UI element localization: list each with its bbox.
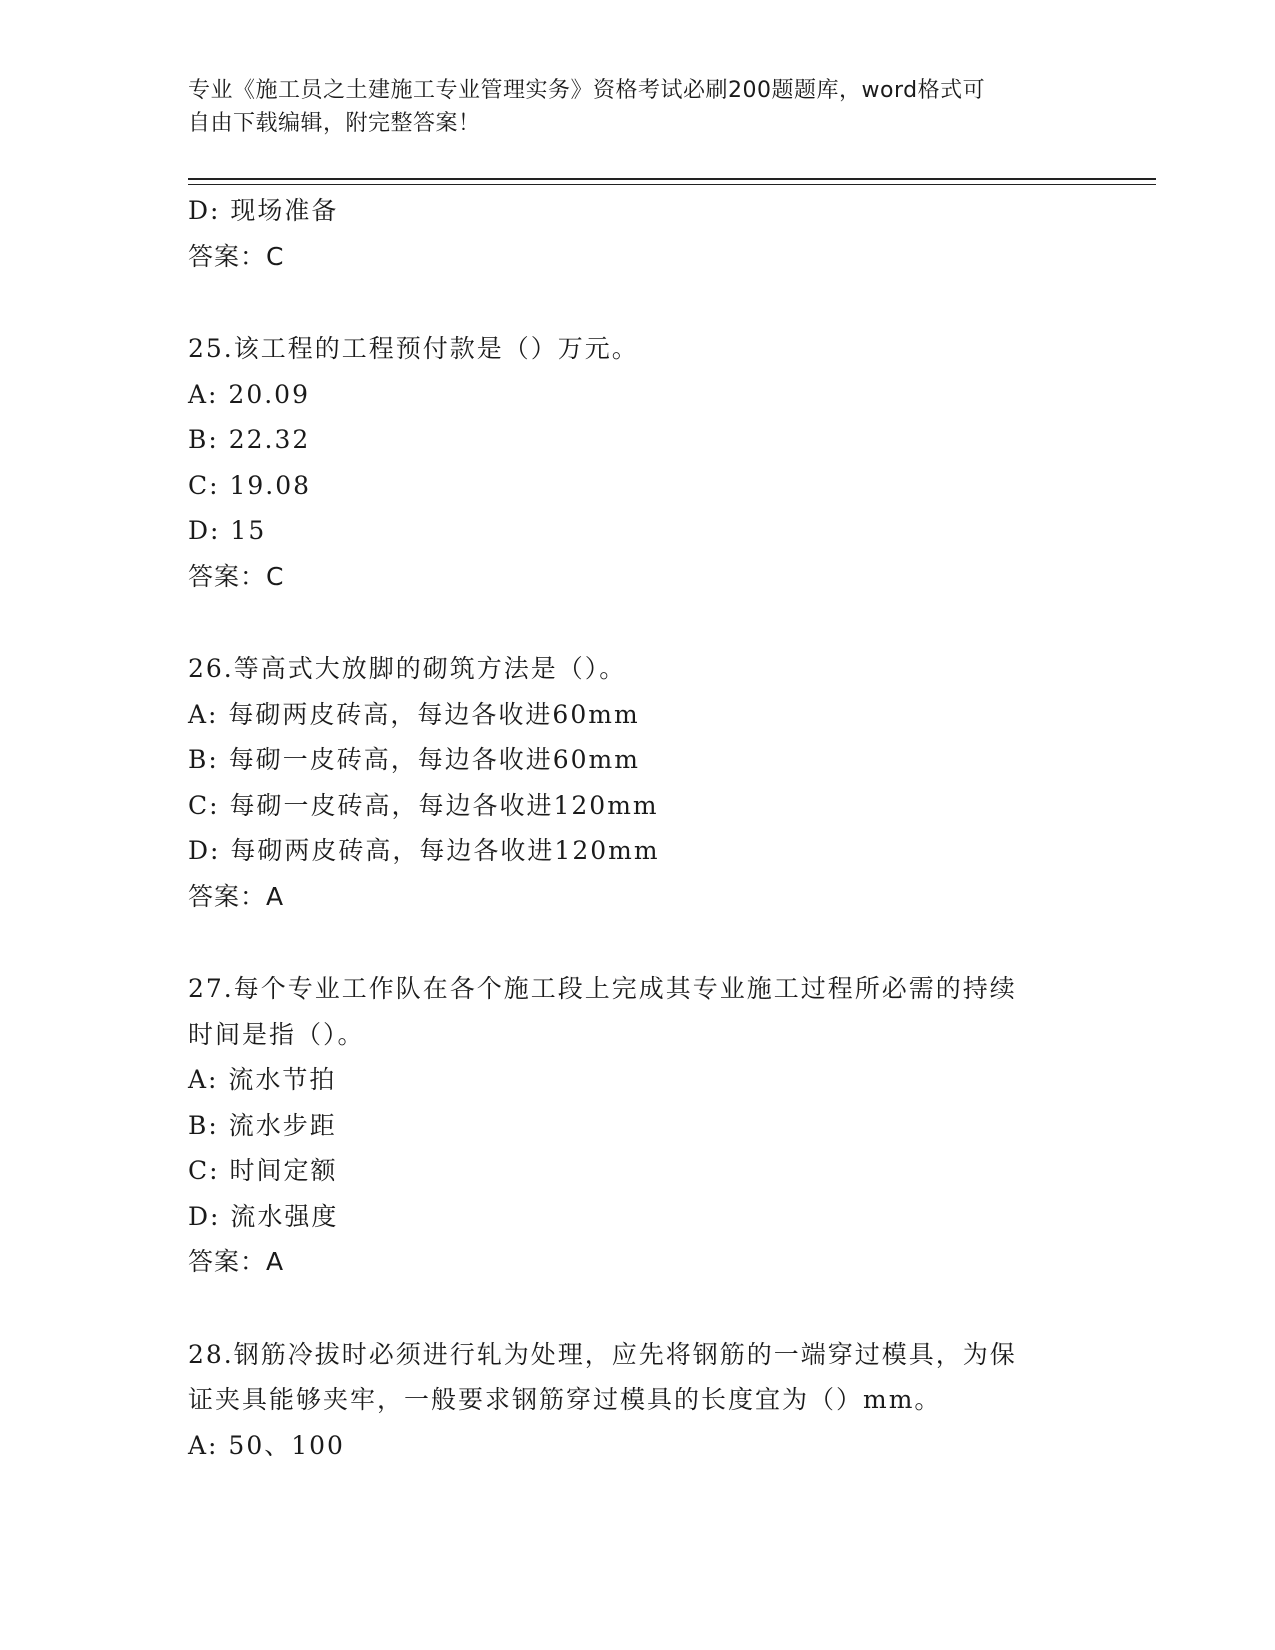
- option-d: D: 每砌两皮砖高，每边各收进120mm: [188, 836, 660, 865]
- option-c: C: 19.08: [188, 470, 312, 500]
- answer-text: 答案：C: [188, 561, 285, 591]
- question-list: [188, 188, 1088, 1468]
- option-b: B: 22.32: [188, 425, 311, 454]
- question-28: [188, 1332, 1088, 1469]
- option-d: D: 15: [188, 516, 267, 545]
- header-title-line-1: 专业《施工员之土建施工专业管理实务》资格考试必刷200题题库，word格式可: [188, 78, 986, 103]
- question-stem-line-2: 时间是指（）。: [188, 1019, 365, 1049]
- question-stem-line-1: 28.钢筋冷拔时必须进行轧为处理，应先将钢筋的一端穿过模具，为保: [188, 1339, 1017, 1369]
- question-stem: 25.该工程的工程预付款是（）万元。: [188, 334, 639, 363]
- option-d: D: 流水强度: [188, 1201, 339, 1231]
- question-stem-line-1: 27.每个专业工作队在各个施工段上完成其专业施工过程所必需的持续: [188, 974, 1017, 1003]
- option-d: D: 现场准备: [188, 196, 339, 225]
- option-b: B: 流水步距: [188, 1110, 337, 1140]
- answer-text: 答案：A: [188, 1247, 285, 1276]
- question-stem: 26.等高式大放脚的砌筑方法是（）。: [188, 654, 627, 683]
- option-c: C: 每砌一皮砖高，每边各收进120mm: [188, 790, 659, 820]
- answer-text: 答案：C: [188, 241, 285, 271]
- question-26: [188, 646, 1088, 919]
- question-25: [188, 326, 1088, 599]
- header-divider-thin: [188, 184, 1156, 185]
- option-b: B: 每砌一皮砖高，每边各收进60mm: [188, 745, 640, 774]
- answer-text: 答案：A: [188, 881, 285, 911]
- question-24-tail: [188, 188, 1088, 279]
- question-27: [188, 966, 1088, 1285]
- option-a: A: 流水节拍: [188, 1065, 337, 1094]
- header-title-line-2: 自由下载编辑，附完整答案！: [188, 111, 481, 136]
- page-header: [188, 74, 1088, 140]
- option-a: A: 每砌两皮砖高，每边各收进60mm: [188, 699, 640, 729]
- option-a: A: 20.09: [188, 379, 310, 409]
- option-a: A: 50、100: [188, 1430, 345, 1460]
- header-divider-thick: [188, 178, 1156, 180]
- option-c: C: 时间定额: [188, 1156, 338, 1185]
- question-stem-line-2: 证夹具能够夹牢，一般要求钢筋穿过模具的长度宜为（）mm。: [188, 1385, 942, 1414]
